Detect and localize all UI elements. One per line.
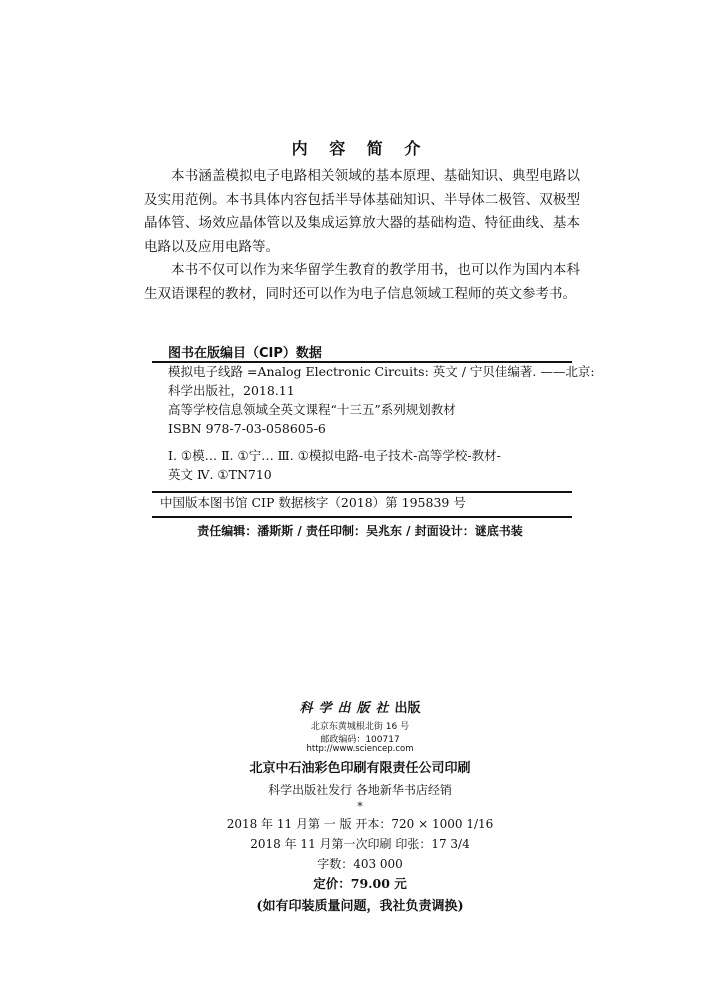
- word-count: 字数：403 000: [317, 857, 403, 871]
- price: 定价：79.00 元: [313, 876, 407, 891]
- cip-line-4: ISBN 978-7-03-058605-6: [168, 421, 326, 436]
- summary-paragraph-1: 本书涵盖模拟电子电路相关领域的基本原理、基础知识、典型电路以及实用范例。本书具体内容包括半导体基础知识、半导体二极管、双极型晶体管、场效应晶体管以及集成运算放大器的基础构造、特征曲线、基本电路以及应用电路等。: [144, 168, 580, 255]
- quality-note: (如有印装质量问题，我社负责调换): [256, 899, 464, 914]
- separator-star: *: [357, 800, 363, 813]
- summary-paragraph-2: 本书不仅可以作为来华留学生教育的教学用书，也可以作为国内本科生双语课程的教材，同时还可以作为电子信息领域工程师的英文参考书。: [144, 262, 580, 302]
- publisher-address: 北京东黄城根北街 16 号: [310, 722, 410, 732]
- distribution-line: 科学出版社发行 各地新华书店经销: [268, 783, 452, 797]
- publisher-name: 科学出版社: [299, 701, 395, 716]
- edition-line-2: 2018 年 11 月第一次印刷 印张：17 3/4: [250, 837, 470, 851]
- cip-heading: 图书在版编目（CIP）数据: [168, 346, 322, 361]
- publisher-zip: 邮政编码：100717: [320, 735, 400, 745]
- printer-line: 北京中石油彩色印刷有限责任公司印刷: [249, 761, 471, 776]
- cip-record-number: 中国版本图书馆 CIP 数据核字（2018）第 195839 号: [160, 495, 466, 510]
- edition-line-1: 2018 年 11 月第 一 版 开本：720 × 1000 1/16: [226, 817, 494, 831]
- cip-bottom-rule: [152, 516, 572, 518]
- cip-line-6: 英文 Ⅳ. ①TN710: [168, 467, 272, 482]
- cip-line-3: 高等学校信息领域全英文课程“十三五”系列规划教材: [168, 402, 456, 417]
- publisher-line: [0, 697, 720, 716]
- publisher-website: http://www.sciencep.com: [306, 744, 414, 754]
- publisher-suffix: 出版: [394, 701, 421, 716]
- cip-line-5: Ⅰ. ①模… Ⅱ. ①宁… Ⅲ. ①模拟电路-电子技术-高等学校-教材-: [168, 448, 501, 463]
- cip-line-2: 科学出版社，2018.11: [168, 383, 295, 398]
- editors-line: 责任编辑：潘斯斯 / 责任印制：吴兆东 / 封面设计：谜底书装: [197, 524, 523, 538]
- summary-title: 内 容 简 介: [291, 139, 429, 158]
- cip-line-1: 模拟电子线路 =Analog Electronic Circuits: 英文 / 宁贝佳编著. ——北京:: [168, 364, 595, 379]
